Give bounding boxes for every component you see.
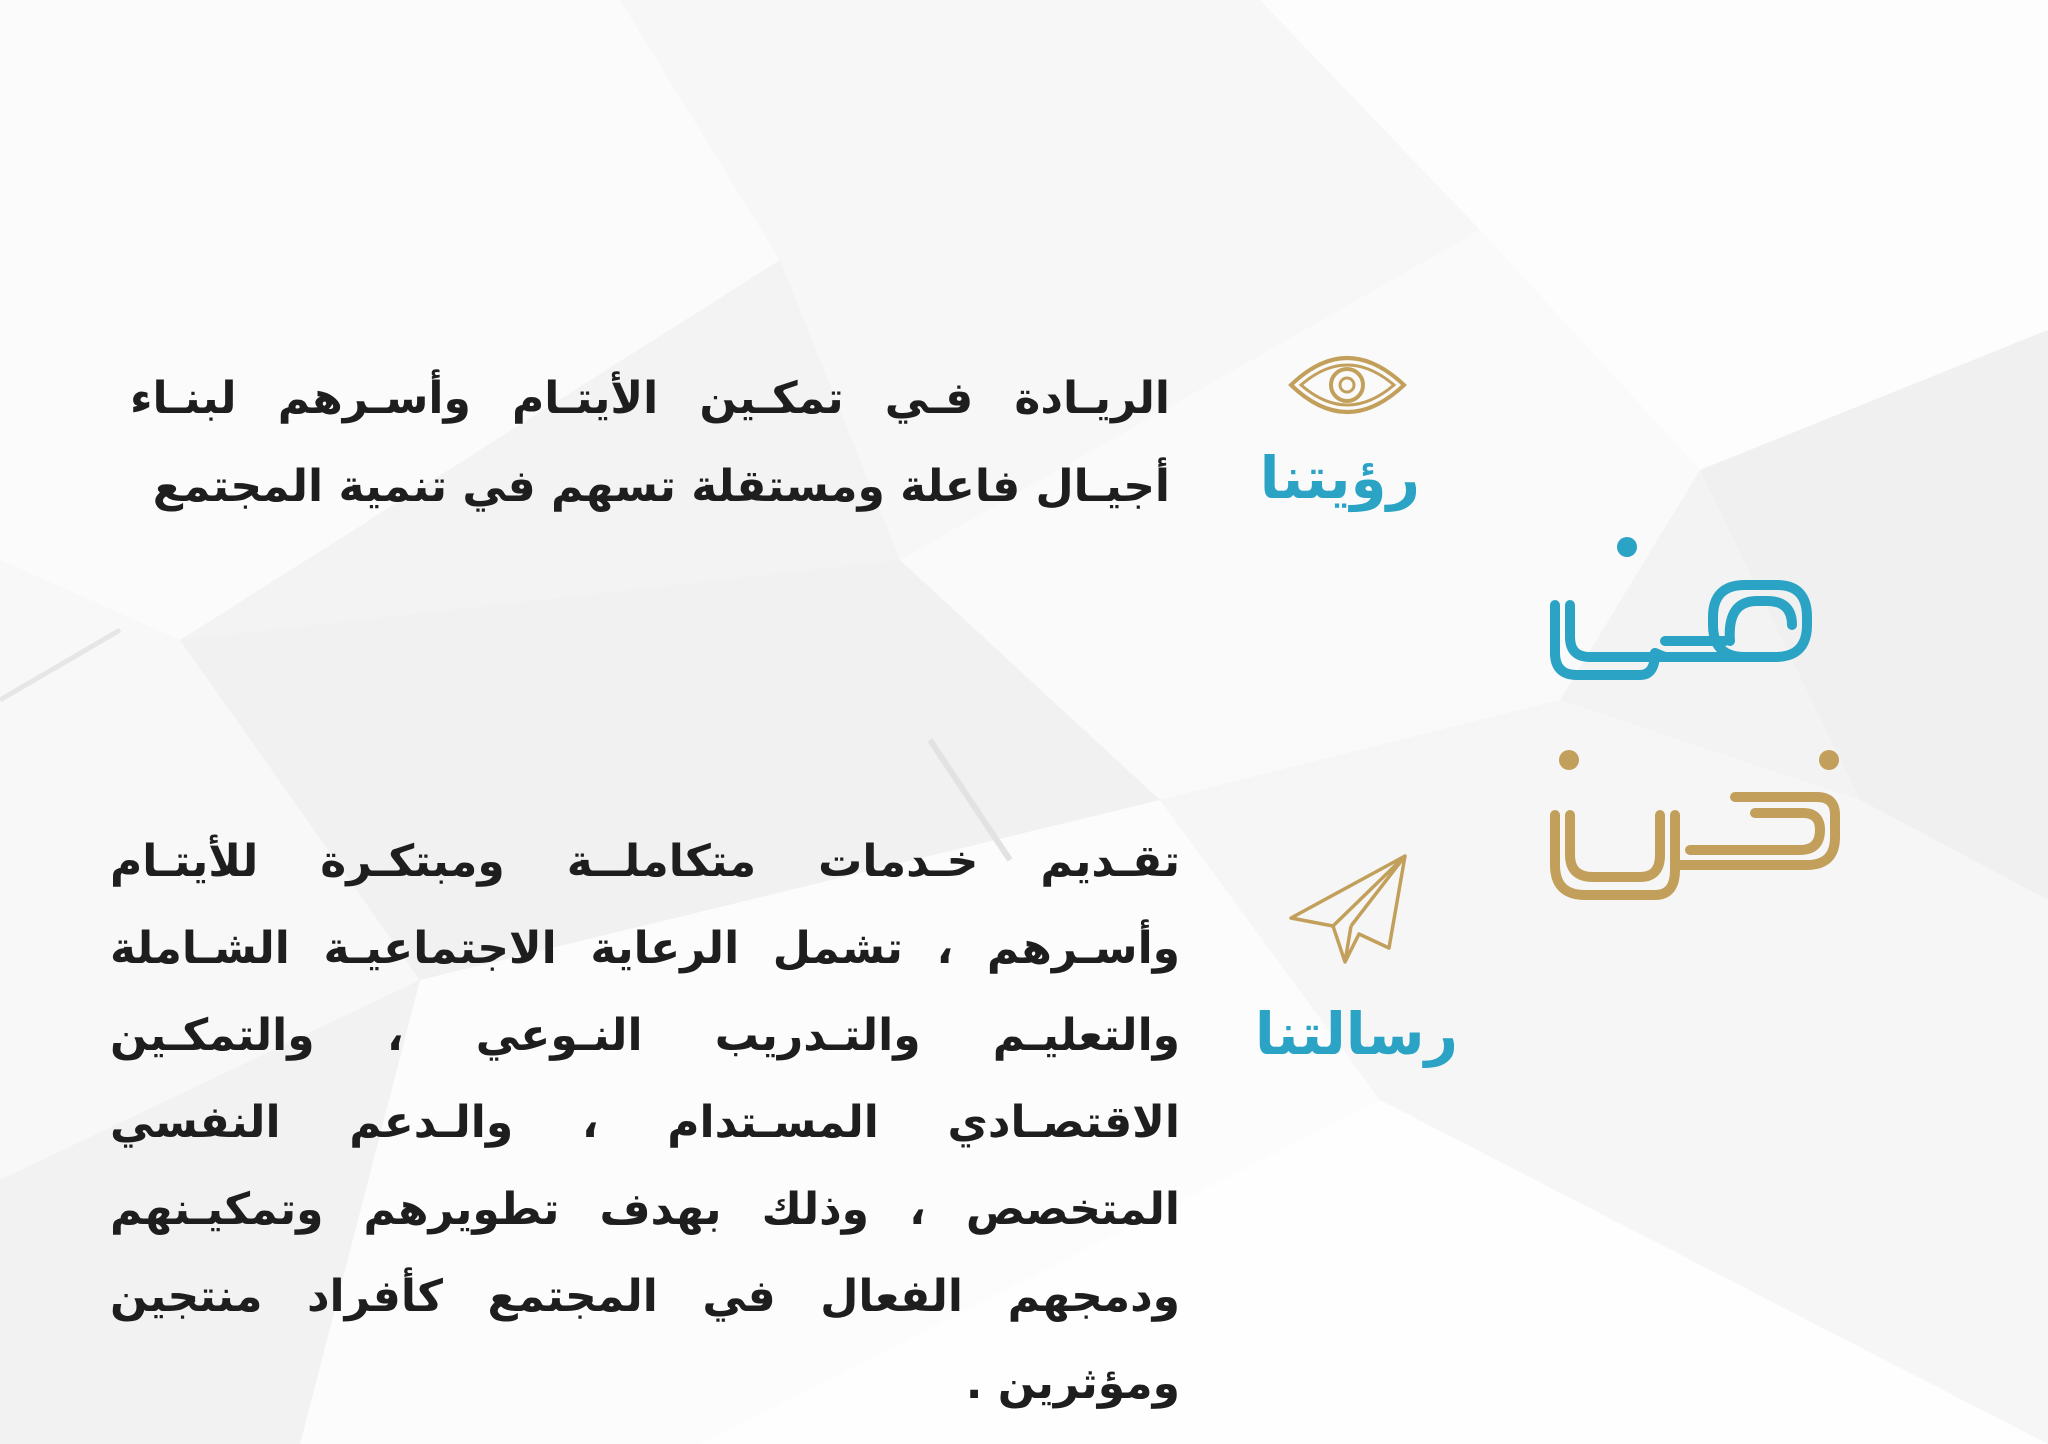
mission-heading: رسالتنا: [1254, 1000, 1458, 1068]
title-who-are-we: [1545, 525, 1865, 925]
title-word-min: [1555, 537, 1807, 675]
vision-text: الريـادة فـي تمكـين الأيتـام وأسـرهم لبنـاء أجيـال فاعلة ومستقلة تسهم في تنمية المجتمع: [130, 373, 1170, 512]
paper-plane-icon: [1285, 852, 1410, 967]
vision-heading: رؤيتنا: [1259, 444, 1420, 512]
eye-icon: [1285, 345, 1410, 425]
mission-text: تقـديم خـدمات متكاملــة ومبتكـرة للأيتـام وأسـرهم ، تشمل الرعاية الاجتماعيـة الشـاملة والتعليـم والتـدريب النـوعي ، والتمكـين الاقتصـادي المسـتدام ، والـدعم النفسي المتخصص ، وذلك بهدف تطويرهم وتمكيـنهم ودمجهم الفعال في المجتمع كأفراد منتجين ومؤثرين .: [110, 836, 1180, 1409]
title-word-nahnu: [1555, 750, 1839, 895]
